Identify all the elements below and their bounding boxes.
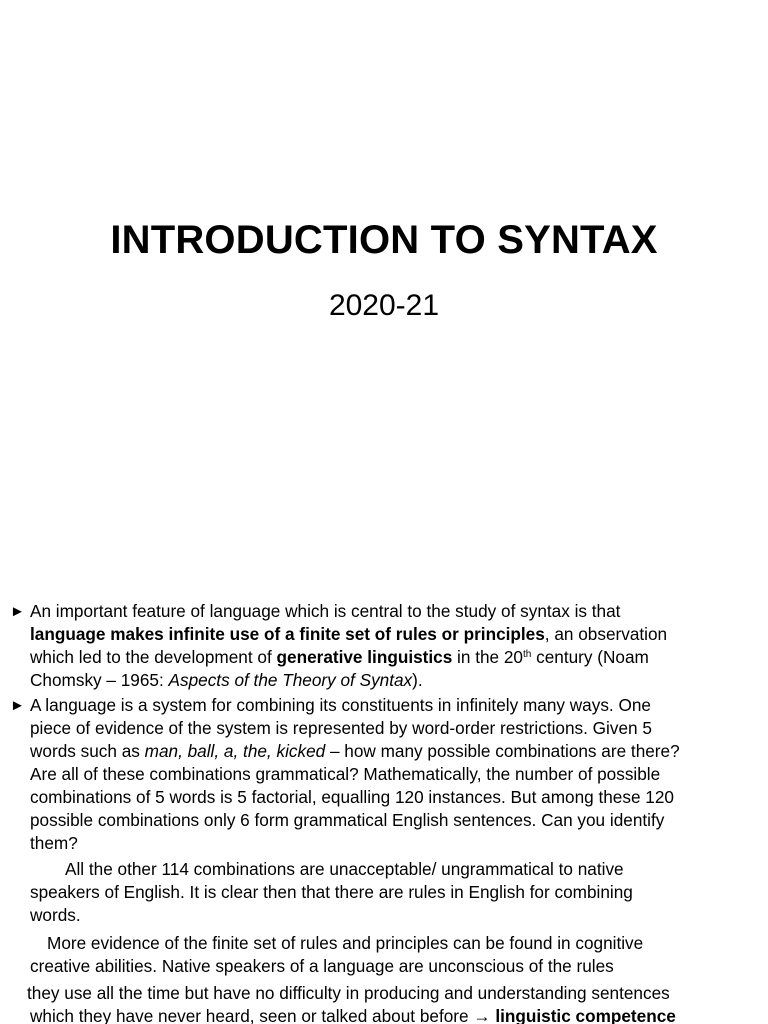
p3-line-1: All the other 114 combinations are unacceptable/ ungrammatical to native [65,859,624,879]
bullet-arrow-icon: ► [10,603,25,620]
linguistic-competence-term: linguistic competence [495,1006,676,1024]
paragraph-3 [10,858,764,927]
paragraph-1 [10,600,764,692]
paragraph-4 [10,932,764,1024]
p4-line-4: which they have never heard, seen or talked about before → linguistic competence [30,1006,676,1024]
page-subtitle: 2020-21 [328,289,440,322]
p2-line-2: piece of evidence of the system is represented by word-order restrictions. Given 5 [30,718,652,738]
paragraph-2 [10,694,764,855]
bullet-arrow-icon: ► [10,697,25,714]
p4-line-3: they use all the time but have no difficulty in producing and understanding sentences [27,983,670,1003]
p4-line-1: More evidence of the finite set of rules and principles can be found in cognitive [47,933,644,953]
p2-line-5: combinations of 5 words is 5 factorial, equalling 120 instances. But among these 120 [30,787,674,807]
p2-line-4: Are all of these combinations grammatical? Mathematically, the number of possible [30,764,661,784]
page-title: INTRODUCTION TO SYNTAX [110,218,658,262]
p1-line-1: An important feature of language which is central to the study of syntax is that [30,601,621,621]
p1-line-3: which led to the development of generative linguistics in the 20th century (Noam [30,647,649,667]
p1-bold-phrase: language makes infinite use of a finite set of rules or principles [30,624,545,644]
p3-line-3: words. [30,905,81,925]
example-words: man, ball, a, the, kicked [144,741,326,761]
p4-line-2: creative abilities. Native speakers of a language are unconscious of the rules [30,956,614,976]
p2-line-6: possible combinations only 6 form grammatical English sentences. Can you identify [30,810,665,830]
p3-line-2: speakers of English. It is clear then that there are rules in English for combining [30,882,633,902]
p2-line-1: A language is a system for combining its constituents in infinitely many ways. One [30,695,651,715]
p1-line-2: language makes infinite use of a finite set of rules or principles, an observation [30,624,668,644]
generative-linguistics-term: generative linguistics [276,647,453,667]
p2-line-7: them? [30,833,78,853]
p2-line-3: words such as man, ball, a, the, kicked – how many possible combinations are there? [30,741,680,761]
document-body [10,600,764,1024]
book-title: Aspects of the Theory of Syntax [168,670,413,690]
p1-line-4: Chomsky – 1965: Aspects of the Theory of Syntax). [30,670,423,690]
